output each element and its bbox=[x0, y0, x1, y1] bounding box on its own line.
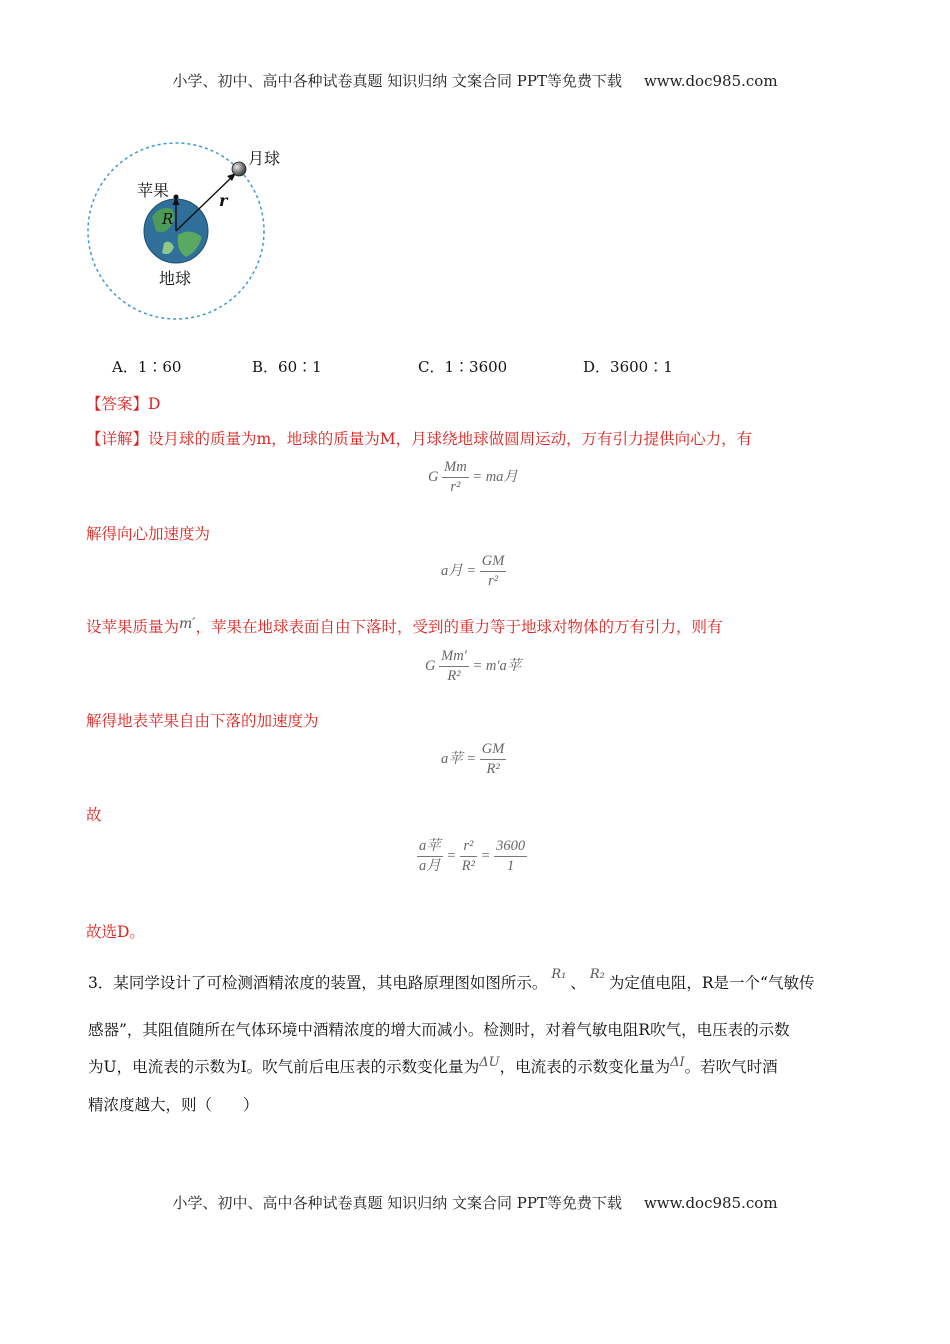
footer-text: 小学、初中、高中各种试卷真题 知识归纳 文案合同 PPT等免费下载 bbox=[172, 1194, 622, 1212]
option-b: B．60∶1 bbox=[252, 358, 322, 376]
moon-label: 月球 bbox=[248, 151, 281, 168]
page-footer bbox=[0, 1192, 950, 1213]
header-text: 小学、初中、高中各种试卷真题 知识归纳 文案合同 PPT等免费下载 bbox=[172, 72, 622, 90]
r-label: r bbox=[219, 191, 228, 210]
detail-line-3: 设苹果质量为m′，苹果在地球表面自由下落时，受到的重力等于地球对物体的万有引力，则有 bbox=[86, 616, 723, 636]
option-a: A．1∶60 bbox=[112, 358, 182, 376]
equation-3: G $\frac{Mm'}{\text{R²}}$ = m′a苹 bbox=[425, 648, 522, 684]
option-c: C．1∶3600 bbox=[418, 358, 508, 376]
footer-site: www.doc985.com bbox=[643, 1194, 778, 1212]
detail-line-4: 解得地表苹果自由下落的加速度为 bbox=[86, 712, 319, 730]
detail-line-2: 解得向心加速度为 bbox=[86, 525, 211, 543]
apple-label: 苹果 bbox=[137, 183, 170, 200]
option-d: D．3600∶1 bbox=[583, 358, 673, 376]
equation-1: G $\frac{Mm}{\text{r²}}$ = ma月 bbox=[428, 459, 518, 495]
moon-icon bbox=[232, 162, 246, 176]
equation-4: a苹 = $\frac{GM}{\text{R²}}$ bbox=[441, 741, 505, 777]
equation-5: $\frac{\text{a苹}}{\text{a月}}$ = $\frac{\text{r²}}{\text{R²}}$ = $\frac{3600}{1}$ bbox=[419, 838, 526, 874]
question3-line-1: 3．某同学设计了可检测酒精浓度的装置，其电路原理图如图所示。 $^{R_1}$ 、 $^{R_2}$ 为定值电阻，R是一个“气敏传 bbox=[88, 967, 815, 992]
detail-line-1: 【详解】设月球的质量为m，地球的质量为M，月球绕地球做圆周运动，万有引力提供向心力，有 bbox=[86, 430, 753, 448]
page-header bbox=[0, 70, 950, 91]
apple-dot bbox=[174, 195, 179, 200]
question3-line-4: 精浓度越大，则（ ） bbox=[88, 1096, 259, 1114]
header-site: www.doc985.com bbox=[643, 72, 778, 90]
question3-line-3: 为U，电流表的示数为I。吹气前后电压表的示数变化量为$^{\Delta U}$，电流表的示数变化量为$^{\Delta I}$。若吹气时酒 bbox=[88, 1055, 778, 1076]
detail-line-6: 故选D。 bbox=[86, 923, 145, 941]
question3-line-2: 感器”，其阻值随所在气体环境中酒精浓度的增大而减小。检测时，对着气敏电阻R吹气，电压表的示数 bbox=[88, 1021, 790, 1039]
R-label: R bbox=[162, 210, 174, 228]
answer-line: 【答案】D bbox=[86, 395, 161, 413]
earth-label: 地球 bbox=[159, 271, 192, 288]
equation-2: a月 = $\frac{GM}{\text{r²}}$ bbox=[441, 553, 505, 589]
detail-line-5: 故 bbox=[86, 806, 102, 824]
